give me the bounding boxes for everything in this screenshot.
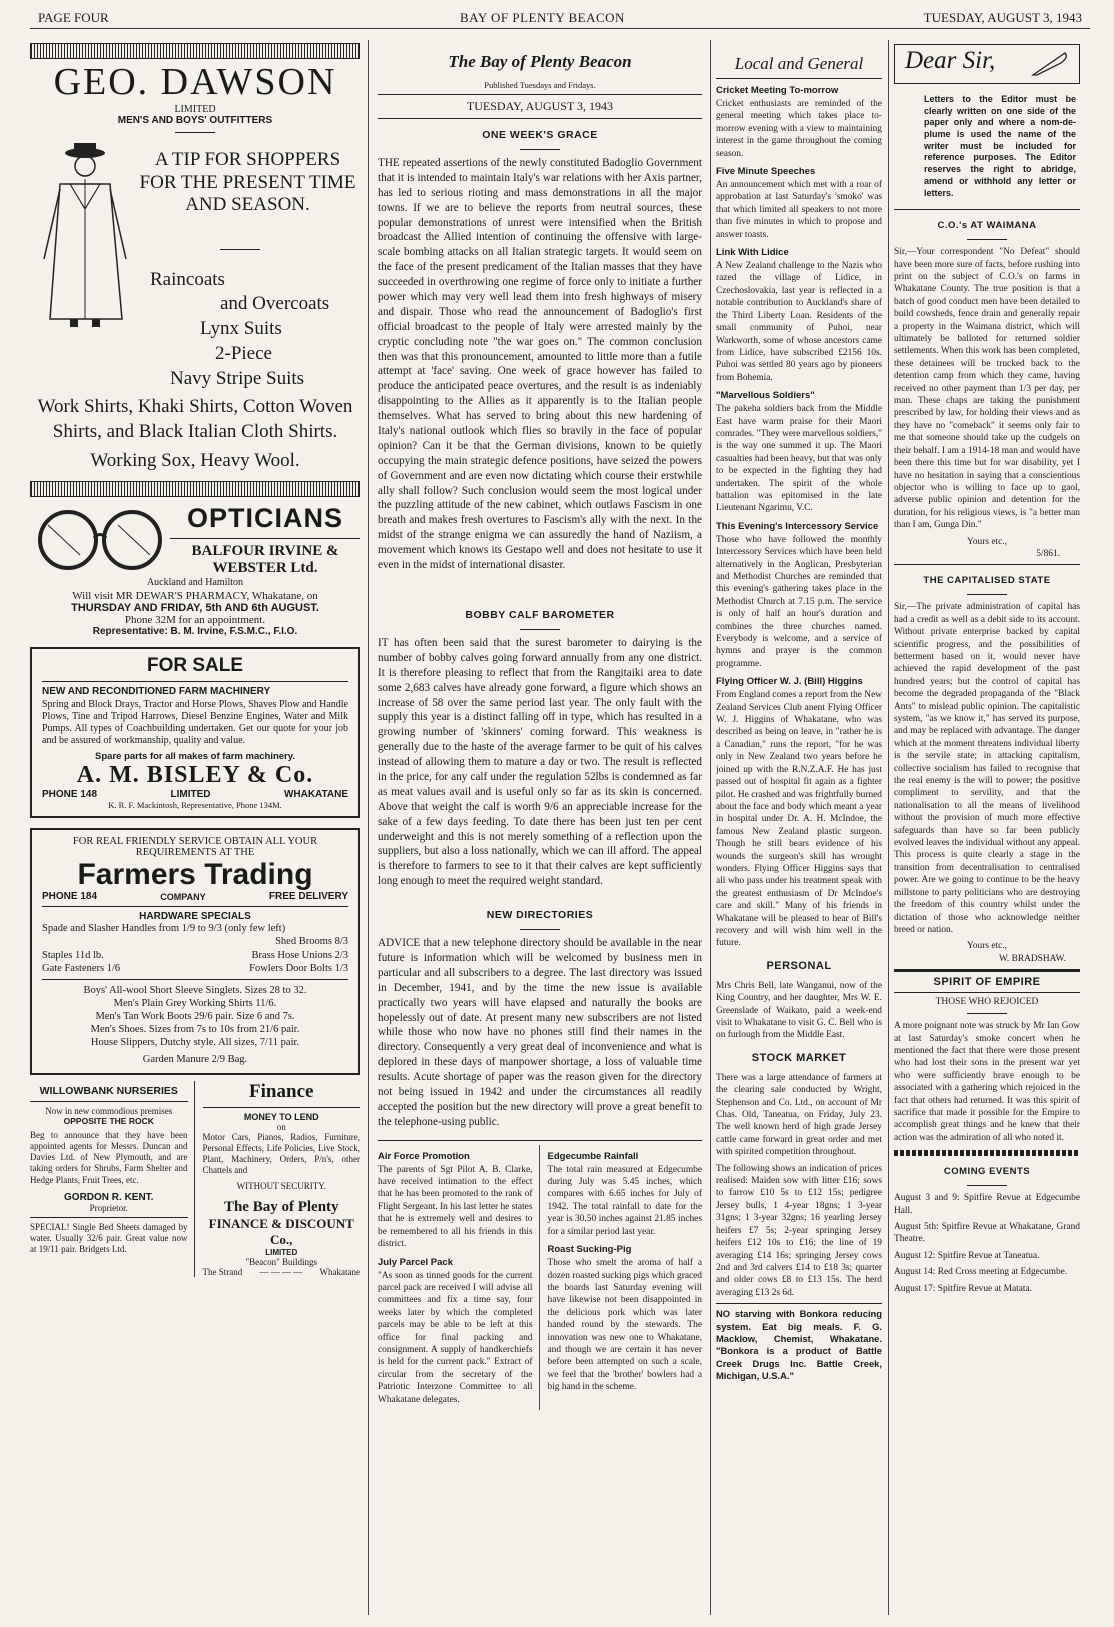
lynx-suits: Lynx Suits	[200, 318, 282, 340]
finance-name1: The Bay of Plenty	[223, 1198, 339, 1215]
farmers-item: Men's Tan Work Boots 29/6 pair. Size 6 and 7s.	[95, 1011, 295, 1023]
event-item: August 3 and 9: Spitfire Revue at Edgecumbe Hall.	[894, 1193, 1080, 1216]
farmers-delivery: FREE DELIVERY	[268, 891, 348, 903]
bridgets-special: SPECIAL! Single Bed Sheets damaged by water. Usually 32/6 pair. Great value now at 19/11 pair. Bridgets Ltd.	[30, 1221, 188, 1255]
farmers-item: Staples 11d lb.	[42, 949, 104, 961]
article-bobby-calf: IT has often been said that the surest barometer to dairying is the number of bobby calves going forward annually from any one district. It is therefore pleasing to reflect that from the Rangitaiki area to date some 2,683 calves have already gone forward, a figure which shows an increase of 58 over the same period last year. The only fault with the supply this year is a distinct falling off in type, which has resulted in a growing number of 'skinners' coming forward. This weakness is generally due to the haste of the average farmer to be quit of his calves instead of allowing them to mature a day or two. The result is reflected in the price, for any calf under the regulation 52lbs is condemned as far as meat values avail and is useful only so far as its skin is concerned. Above that weight the calf is worth 9/6 an appreciable increase for the sake of a few days feeding. To date there has been just ten per cent underweight and this is not merely something of a reflection upon the suppliers, but also a loss nationally, which we can ill afford. The appeal is therefore to farmers to see to it that their calves are kept sufficiently long enough to meet the required weight standard.	[378, 636, 702, 888]
paper-name: BAY OF PLENTY BEACON	[460, 10, 625, 25]
willowbank-role: Proprietor.	[89, 1202, 128, 1213]
divider	[967, 1185, 1007, 1186]
farmers-item: Spade and Slasher Handles from 1/9 to 9/3 (only few left)	[42, 923, 286, 935]
bonkora-advert: NO starving with Bonkora reducing system. Eat big meals. F. G. Macklow, Chemist, Whakatane. "Bonkora is a product of Battle Creek Drugs Inc. Battle Creek, Michigan, U.S.A."	[716, 1308, 882, 1382]
spirit-of-empire-head: SPIRIT OF EMPIRE	[933, 976, 1041, 989]
dear-sir-banner	[894, 44, 1080, 84]
finance-advert: Finance MONEY TO LEND on Motor Cars, Pianos, Radios, Furniture, Personal Effects, Life Policies, Live Stock, Plant, Machinery, Orders, P/n's, other Chattels and WITHOUT SECURITY. The Bay of Plenty FINANCE & DISCOUNT Co., LIMITED "Beacon" Buildings The Strand — — — — Whakatane	[202, 1080, 360, 1277]
bisley-spare: Spare parts for all makes of farm machinery.	[95, 751, 295, 763]
farmers-item: Fowlers Door Bolts 1/3	[249, 962, 348, 974]
farmers-item: Garden Manure 2/9 Bag.	[142, 1054, 248, 1066]
opticians-title: OPTICIANS	[186, 503, 343, 534]
bisley-town: WHAKATANE	[283, 789, 348, 801]
column-rule	[368, 40, 369, 1615]
masthead	[30, 6, 1090, 29]
letter-capitalised: Sir,—The private administration of capital has had a credit as well as a debit side to its account. Without private enterprise backed by capital scientific progress, and the possibilities of betterment based on it, would never have achieved the rapid development of the past hundred years; but the control of capital has become the degraded propaganda of the "Black Ants" to mislead public opinion. The capitalistic system, "as we know it," has served its purpose, and may be replaced with advantage. The danger which at the moment threatens individual liberty is the servile state; in attacking capitalism, collective socialism has failed to recognise that the real enemy is the will to power; the positive compliment to servility, and that the nationalisation to all the means of livelihood without the provision of much more effective safeguards than have so far been publicly evolved leaves the individual without any appeal. This process is quite clearly a stage in the transition from decentralisation to centralised power. Are we going to continue to be the heavy millstone to party politicians who are destroying the freedom of this country whilst under the dictation of those who acknowledge neither breed or nation.	[894, 602, 1080, 935]
for-sale-title: FOR SALE	[146, 655, 244, 677]
two-piece: 2-Piece	[215, 342, 272, 364]
brief-pig: Those who smelt the aroma of half a dozen roasted sucking pigs which graced the boards last Saturday evening will have likewise not been disappointed in the delicious pork which was later handed round by the stewards. The innovation was new one to Whakatane, and though we are certain it has never before been attempted on such a scale, we feel that the 'brother' bowlers had a big hand in the scheme.	[547, 1258, 702, 1393]
finance-limited: LIMITED	[265, 1247, 298, 1257]
article-one-weeks-grace: THE repeated assertions of the newly constituted Badoglio Government that it is intended to maintain Italy's war relations with her Axis partner, has led to serious rioting and mass demonstrations in all the major towns. If we are to believe the reports from neutral sources, these popular demonstrations of unrest were intensified when the British broadcast the Allied intention of continuing the offensive with large-scale bombing attacks on all Italian strategic targets. It would seem on the face of the present predicament of the Italian masses that they have succeeded in overthrowing one regime of force only to initiate a further power which may very well lead them into fresh highways of misery and dispair. Those who read the announcement of Badoglio's first official broadcast to the people of Italy were arrested mainly by the cryptic concluding note "the war goes on." The common conclusion then was that this pronouncement, amounted to little more than a futile attempt at 'face' saving. One week of grace however has failed to produce the anticipated peace overtures, and the result is as indeniably disappointing to the Allies as it apparently is to the Italian people themselves. What has served to bring about this new hardening of Italy's national outlook which flies so bravily in the face of popular opinion? Can it be that the German divisions, known to be quietly occupying the main strategic defence positions, have seized the powers of Government and are even now dictating which course their erstwhile ally shall follow? Such conclusion would seem the most logical under the puzzling attitude of the new cabinet, which outlaws Fascism in one breath and makes fresh overtures to Fascism's ally with the next. In the midst of the strange enigma we can assuredly the hand of Naziism, a movement which knows its Gestapo well and does not hesitate to use it even in the midst of international disaster.	[378, 157, 702, 572]
headline-new-directories: NEW DIRECTORIES	[486, 909, 594, 922]
finance-bldg: "Beacon" Buildings	[245, 1256, 318, 1267]
decorative-border	[30, 481, 360, 497]
divider	[967, 1013, 1007, 1014]
farmers-item: Boys' All-wool Short Sleeve Singlets. Sizes 28 to 32.	[83, 984, 307, 996]
bisley-limited: LIMITED	[170, 789, 211, 801]
brief-pig-head: Roast Sucking-Pig	[547, 1244, 632, 1256]
adverts-column	[30, 40, 360, 1615]
farmers-item: Brass Hose Unions 2/3	[251, 949, 348, 961]
farmers-hw: HARDWARE SPECIALS	[139, 911, 251, 923]
farmers-name: Farmers Trading	[77, 858, 313, 892]
brief-parcel-head: July Parcel Pack	[378, 1256, 453, 1268]
divider	[42, 906, 348, 907]
brief-rainfall-head: Edgecumbe Rainfall	[547, 1150, 639, 1162]
divider	[378, 118, 702, 119]
editorial-column	[378, 40, 702, 1615]
publication-note: Published Tuesdays and Fridays.	[484, 80, 596, 90]
event-item: August 17: Spitfire Revue at Matata.	[894, 1283, 1032, 1294]
divider	[716, 1303, 882, 1304]
farmers-item: Gate Fasteners 1/6	[42, 962, 121, 974]
bisley-sub: NEW AND RECONDITIONED FARM MACHINERY	[42, 686, 271, 698]
divider	[520, 629, 560, 630]
brief-rainfall: The total rain measured at Edgecumbe during July was 5.45 inches, which compares with 6.65 inches for July of 1942. The total rainfall to date for the year is 30.50 inches against 21.85 inches for a similar period last year.	[547, 1164, 702, 1237]
dear-sir-text: Dear Sir,	[905, 47, 996, 74]
overcoats: and Overcoats	[220, 293, 330, 315]
finance-security: WITHOUT SECURITY.	[236, 1180, 326, 1191]
event-item: August 12: Spitfire Revue at Taneatua.	[894, 1250, 1040, 1261]
local-head: This Evening's Intercessory Service	[716, 520, 879, 532]
local-item: Those who have followed the monthly Intercessory Services which have been held alternatively in the Anglican, Presbyterian and Methodist Churches are reminded that this evening's gathering takes place in the Methodist Church at 7.15 p.m. The service is only of half an hour's duration and combines the three churches named. Everybody is welcome, and a service of hymns and prayer is the common programme.	[716, 534, 882, 669]
divider	[203, 1107, 361, 1108]
shirts: Work Shirts, Khaki Shirts, Cotton Woven Shirts, and Black Italian Cloth Shirts.	[37, 396, 353, 442]
opticians-dates: THURSDAY AND FRIDAY, 5th AND 6th AUGUST.	[71, 602, 319, 615]
finance-name2: FINANCE & DISCOUNT Co.,	[208, 1215, 354, 1247]
event-item: August 14: Red Cross meeting at Edgecumbe.	[894, 1267, 1068, 1278]
local-head: Cricket Meeting To-morrow	[716, 85, 839, 96]
letter-signature: W. BRADSHAW.	[998, 953, 1066, 964]
letters-notice: Letters to the Editor must be clearly written on one side of the paper only and where a nom-de-plume is used the name of the writer must be included for reference purposes. The Editor reserves the right to abridge, amend or withhold any letter or letters.	[924, 94, 1076, 198]
letter-cos: Sir,—Your correspondent "No Defeat" should have been more sure of facts, before rushing into print on the subject of C.O.'s on farms in Whakatane County. The true position is that a batch of good conduct men have been detailed to build cowsheds, fence drain and generally repair a property in the Waimana district, which will ultimately be balloted for returned soldier settlements. When this work has been completed, these detainees will be trucked back to the detention camp from which they came, having received no other payment than 1/3 per day, per man. These chaps are taking the punishment prescribed by law, for holding their views and as they have no "comeback" it seems only fair to me that someone should take up the cudgels on their behalf. I am a 1914-18 man and would have been there this time but for war disability, yet I have no hesitation in saying that a conscientious objector who is willing to face up to gaol, adverse public opinion and detention for the duration, for his religious views, is "a better man than I am, Gunga Din."	[894, 247, 1080, 531]
article-new-directories: ADVICE that a new telephone directory should be available in the near future is information which will be welcomed by business men in particular and all subscribers to a degree. The last directory was issued in December, 1941, and by the time the new issue is available practically two years will have elapsed and naturally the books are hopelessly out of date. At present many new subscribers are not listed while those who now have no phones still find their names in the directory. Consequently a very great deal of inconvenience and what is deplored in these days of manpower shortage, a loss of valuable time results. Acute shortage of paper was the reason given for the directory not being issued in 1942 and under the circumstances all readily accepted the position but the new directory will prove a great benefit to the telephone-using public.	[378, 937, 702, 1128]
local-general-column	[716, 40, 882, 1615]
divider	[30, 1217, 188, 1218]
divider	[170, 538, 360, 539]
finance-lend: MONEY TO LEND	[243, 1111, 319, 1122]
column-rule	[710, 40, 711, 1615]
finance-title: Finance	[249, 1080, 314, 1102]
divider	[378, 1140, 702, 1141]
local-item: An announcement which met with a roar of approbation at last Saturday's 'smoko' was that which limited all speakers to not more than five minutes in which to propose and answer toasts.	[716, 180, 882, 240]
farmers-intro: FOR REAL FRIENDLY SERVICE OBTAIN ALL YOUR REQUIREMENTS AT THE	[72, 836, 318, 859]
column-rule	[888, 40, 889, 1615]
quill-pen-icon	[1031, 51, 1071, 77]
local-head: Flying Officer W. J. (Bill) Higgins	[716, 676, 863, 688]
page-number: PAGE FOUR	[38, 10, 109, 25]
dawson-limited: LIMITED	[174, 103, 216, 115]
letter-sign: Yours etc.,	[967, 536, 1007, 547]
issue-date: TUESDAY, AUGUST 3, 1943	[923, 10, 1082, 25]
farmers-item: Men's Shoes. Sizes from 7s to 10s from 21/6 pair.	[90, 1024, 300, 1036]
event-item: August 5th: Spitfire Revue at Whakatane, Grand Theatre.	[894, 1222, 1080, 1245]
decorative-border	[30, 43, 360, 59]
letter-head-capitalised: THE CAPITALISED STATE	[923, 575, 1051, 587]
farmers-item: Men's Plain Grey Working Shirts 11/6.	[113, 997, 277, 1009]
local-item: Cricket enthusiasts are reminded of the general meeting which takes place to-morrow evening with a view to maintaining interest in the game throughout the coming season.	[716, 99, 882, 159]
editorial-date: TUESDAY, AUGUST 3, 1943	[466, 99, 614, 113]
local-item: The pakeha soldiers back from the Middle East have warm praise for their Maori comrades. "They were marvellous soldiers," is the way one summed it up. The Maori casualties had been heavy, but that was only to be expected in the fighting they had undertaken. The spirit of the whole battalion was epitomised in the late Lieutenant Ngarimu, V.C.	[716, 404, 882, 514]
spirit-of-empire-sub: THOSE WHO REJOICED	[935, 997, 1039, 1008]
bisley-advert	[30, 647, 360, 818]
stock-market-item: There was a large attendance of farmers at the clearing sale conducted by Wright, Stephenson and Co. Ltd., on account of Mr Chas. Old, Taneatua, on Friday, July 23. The well known herd of high grade Jersey cattle came forward in great order and met with spirited competition throughout.	[716, 1072, 882, 1158]
local-head: Link With Lidice	[716, 247, 789, 259]
willowbank-advert	[30, 1081, 195, 1277]
local-head: Five Minute Speeches	[716, 166, 816, 178]
divider	[716, 78, 882, 79]
divider	[520, 929, 560, 930]
finance-addr: The Strand	[202, 1266, 243, 1277]
dawson-name: GEO. DAWSON	[53, 61, 337, 103]
divider	[967, 594, 1007, 595]
opticians-phone: Phone 32M for an appointment.	[124, 614, 266, 627]
divider	[520, 149, 560, 150]
farmers-phone: PHONE 184	[42, 891, 98, 903]
stock-market-head: STOCK MARKET	[751, 1051, 847, 1064]
farmers-item: Shed Brooms 8/3	[275, 936, 348, 948]
divider	[42, 979, 348, 980]
willowbank-body: Beg to announce that they have been appointed agents for Messrs. Duncan and Davies Ltd. of New Plymouth, and are taking orders for Shrubs, Farm Shelter and Hedge Plants, Fruit Trees, etc.	[30, 1129, 188, 1185]
local-general-title: Local and General	[734, 54, 864, 73]
divider	[378, 94, 702, 95]
divider	[894, 209, 1080, 210]
bisley-rep: K. R. F. Mackintosh, Representative, Phone 134M.	[108, 800, 282, 811]
bisley-phone: PHONE 148	[42, 789, 98, 801]
man-in-overcoat-icon	[30, 139, 135, 329]
local-head: "Marvellous Soldiers"	[716, 390, 815, 402]
opticians-cities: Auckland and Hamilton	[146, 577, 244, 589]
farmers-item: House Slippers, Dutchy style. All sizes, 7/11 pair.	[90, 1037, 300, 1049]
spirit-of-empire-item: A more poignant note was struck by Mr Ian Gow at last Saturday's smoke concert when he mentioned the fact that there were those present who had lost their sons in the present war yet who were sufficiently brave enough to be associated with a gathering which rejoiced in the fact that others had returned. It was this spirit of sacrifice that made it possible for the Empire to accomplish great things and he knew that their action was the admiration of all who noted it.	[894, 1021, 1080, 1143]
coming-events-head: COMING EVENTS	[943, 1166, 1031, 1178]
raincoats: Raincoats	[150, 268, 225, 290]
decorative-border	[894, 1150, 1080, 1156]
brief-air-force-head: Air Force Promotion	[378, 1150, 470, 1162]
headline-bobby-calf: BOBBY CALF BAROMETER	[465, 608, 615, 621]
finance-on: on	[276, 1121, 286, 1132]
divider	[894, 564, 1080, 565]
local-item: From England comes a report from the New Zealand Services Club anent Flying Officer W. J. Higgins of Whakatane, who was described as being on leave, in "rather he is a Canadian," runs the report, "for he was only in New Zealand two years before he joined up with the R.N.Z.A.F. He has just passed out of hospital fit again as a fighter pilot. He crashed and was frightfully burned about the face and body which meant a year in hospital under Dr. A. H. McIndoe, the famous New Zealand plastic surgeon. Though he still bears evidence of his wounds the surgeon's skill has wrought wonders. Flying Officer Higgins says that all who pass under his treatment speak with the greatest enthusiasm of Dr McIndoe's care and skill." Many of his friends in Whakatane will be pleased to hear of Bill's recovery and will wish him well in the future.	[716, 690, 882, 949]
willowbank-l2: OPPOSITE THE ROCK	[63, 1115, 154, 1126]
brief-parcel: "As soon as tinned goods for the current parcel pack are received I will advise all committees and fix a time say, four weeks later by which the completed parcels may be able to be left at this office for final packing and consignment. A supply of handkerchiefs is held for the current pack." Extract of circular from the secretary of the Patriotic Interzone Committee to all Whakatane delegates.	[378, 1270, 533, 1405]
sox: Working Sox, Heavy Wool.	[90, 449, 300, 471]
opticians-firm: BALFOUR IRVINE & WEBSTER Ltd.	[191, 543, 339, 577]
divider	[42, 681, 348, 682]
willowbank-l1: Now in new commodious premises	[45, 1105, 173, 1116]
personal-item: Mrs Chris Bell, late Wanganui, now of the King Country, and her daughter, Mrs W. E. Greenslade of Waikato, paid a week-end visit to Whakatane to visit G. C. Bell who is on furlough from the Middle East.	[716, 980, 882, 1041]
local-item: A New Zealand challenge to the Nazis who razed the village of Lidice, in Czechoslovakia, last year is reflected in a notable contribution to Auckland's share of the Third Liberty Loan. Residents of the small community of Puhoi, near Warkworth, some of whose ancestors came from Lidice, have subscribed £2156 10s. Puhoi was settled 80 years ago by pioneers from Bohemia.	[716, 261, 882, 383]
farmers-advert	[30, 828, 360, 1074]
personal-head: PERSONAL	[766, 959, 832, 972]
divider	[894, 969, 1080, 972]
letter-head-cos: C.O.'s AT WAIMANA	[937, 220, 1037, 232]
farmers-company: COMPANY	[160, 892, 206, 903]
letters-column	[894, 40, 1080, 1615]
divider	[175, 132, 215, 133]
letter-sign: Yours etc.,	[967, 941, 1007, 952]
divider	[894, 992, 1080, 993]
spectacles-icon	[30, 505, 170, 575]
stock-market-prices: The following shows an indication of prices realised: Maiden sow with litter £16; sows to farrow £10 5s to £12 15s; pedigree Jersey bulls, 1 4-year 18gns; 1 3-year 31gns; 1 3-year 32gns; 16 yearling Jersey heifers £7 5s; 2-year springing Jersey heifers £12 10s to £16; the line of 19 averaging £14 16s; springing Jersey cows 2nd and 3rd calvers £14 to £18 3s; quarter and older cows £8 to £13 15s. The herd averaging £13 2s 6d.	[716, 1163, 882, 1298]
headline-one-weeks-grace: ONE WEEK'S GRACE	[482, 129, 598, 141]
dawson-tip: A TIP FOR SHOPPERS FOR THE PRESENT TIME AND SEASON.	[139, 148, 356, 216]
finance-body: Motor Cars, Pianos, Radios, Furniture, Personal Effects, Life Policies, Live Stock, Plant, Machinery, Orders, P/n's, other Chattels and	[202, 1131, 360, 1176]
dawson-sub: MEN'S AND BOYS' OUTFITTERS	[117, 114, 273, 126]
letter-signature: 5/861.	[1036, 548, 1060, 559]
divider	[967, 239, 1007, 240]
bisley-name: A. M. BISLEY & Co.	[76, 762, 314, 789]
divider	[220, 249, 260, 250]
opticians-visit: Will visit MR DEWAR'S PHARMACY, Whakatane, on	[72, 590, 318, 603]
divider	[30, 1101, 188, 1102]
bisley-body: Spring and Block Drays, Tractor and Horse Plows, Shaves Plow and Handle Plows, Tine and Tripod Harrows, Diesel Benzine Engines, Water and Milk Pumps. All types of Coachbuilding undertaken. Get our quote for your job and be assured of workmanship, quality and value.	[42, 699, 348, 747]
editorial-paper-name: The Bay of Plenty Beacon	[448, 52, 632, 71]
willowbank-name: GORDON R. KENT.	[64, 1191, 154, 1203]
opticians-rep: Representative: B. M. Irvine, F.S.M.C., F.I.O.	[92, 626, 298, 638]
finance-town: Whakatane	[319, 1266, 360, 1277]
willowbank-title: WILLOWBANK NURSERIES	[39, 1084, 178, 1097]
brief-air-force: The parents of Sgt Pilot A. B. Clarke, have received intimation to the effect that he has been promoted to the rank of Flight Sergeant. In his last letter he states that he is extremely well and desires to be remembered to all his friends in this district.	[378, 1164, 533, 1250]
navy-suits: Navy Stripe Suits	[170, 367, 305, 389]
